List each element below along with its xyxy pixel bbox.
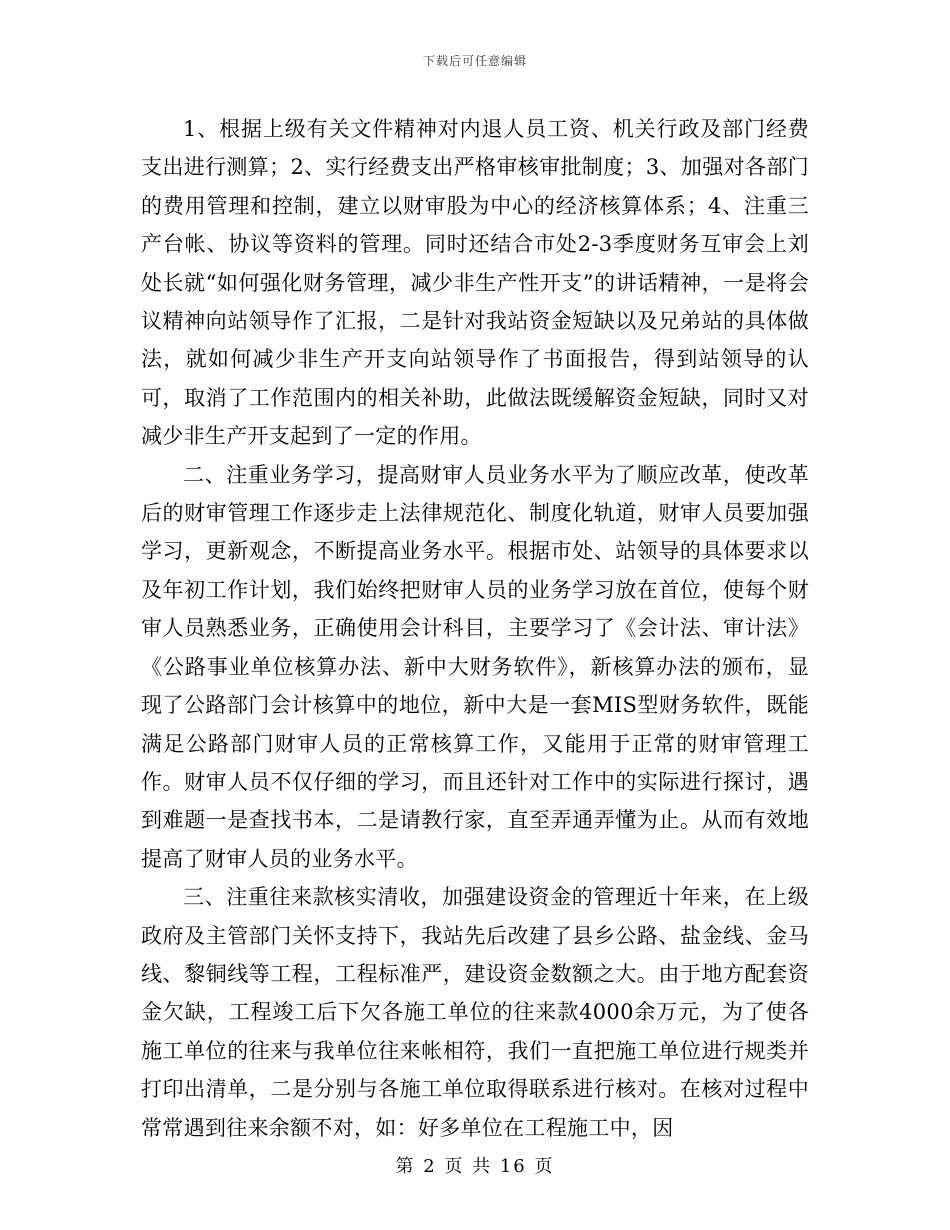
paragraph-1: 1、根据上级有关文件精神对内退人员工资、机关行政及部门经费支出进行测算；2、实行经费支出严格审核审批制度；3、加强对各部门的费用管理和控制，建立以财审股为中心的经济核算体系；4、注重三产台帐、协议等资料的管理。同时还结合市处2-3季度财务互审会上刘处长就“如何强化财务管理，减少非生产性开支”的讲话精神，一是将会议精神向站领导作了汇报，二是针对我站资金短缺以及兄弟站的具体做法，就如何减少非生产开支向站领导作了书面报告，得到站领导的认可，取消了工作范围内的相关补助，此做法既缓解资金短缺，同时又对减少非生产开支起到了一定的作用。 <box>141 117 809 449</box>
page-header: 下载后可任意编辑 <box>422 54 527 68</box>
page-footer: 第 2 页 共 16 页 <box>395 1156 555 1177</box>
paragraph-3: 三、注重往来款核实清收，加强建设资金的管理近十年来，在上级政府及主管部门关怀支持下，我站先后改建了县乡公路、盐金线、金马线、黎铜线等工程，工程标准严，建设资金数额之大。由于地方配套资金欠缺，工程竣工后下欠各施工单位的往来款4000余万元，为了使各施工单位的往来与我单位往来帐相符，我们一直把施工单位进行规类并打印出清单，二是分别与各施工单位取得联系进行核对。在核对过程中常常遇到往来余额不对，如：好多单位在工程施工中，因 <box>141 885 809 1140</box>
paragraph-2: 二、注重业务学习，提高财审人员业务水平为了顺应改革，使改革后的财审管理工作逐步走上法律规范化、制度化轨道，财审人员要加强学习，更新观念，不断提高业务水平。根据市处、站领导的具体要求以及年初工作计划，我们始终把财审人员的业务学习放在首位，使每个财审人员熟悉业务，正确使用会计科目，主要学习了《会计法、审计法》《公路事业单位核算办法、新中大财务软件》，新核算办法的颁布，显现了公路部门会计核算中的地位，新中大是一套MIS型财务软件，既能满足公路部门财审人员的正常核算工作，又能用于正常的财审管理工作。财审人员不仅仔细的学习，而且还针对工作中的实际进行探讨，遇到难题一是查找书本，二是请教行家，直至弄通弄懂为止。从而有效地提高了财审人员的业务水平。 <box>141 462 809 871</box>
document-body <box>141 110 809 1147</box>
